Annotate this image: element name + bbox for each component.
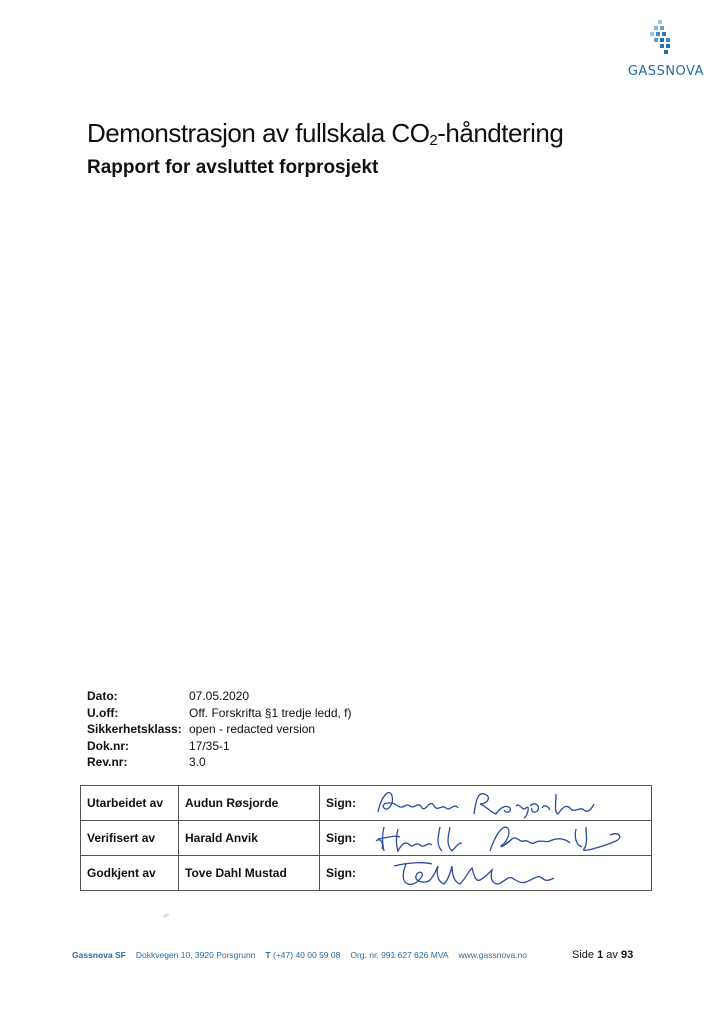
sign-label: Sign: <box>320 856 371 891</box>
page-number: Side 1 av 93 <box>572 949 634 961</box>
meta-label: Rev.nr: <box>87 755 128 769</box>
name-cell: Audun Røsjorde <box>179 786 320 821</box>
footer-address: Dokkvegen 10, 3920 Porsgrunn <box>135 950 256 960</box>
footer-org-number: Org. nr. 991 627 626 MVA <box>350 950 449 960</box>
role-cell: Verifisert av <box>81 821 179 856</box>
scan-speck <box>163 913 170 919</box>
gassnova-logo <box>612 18 704 80</box>
sign-label: Sign: <box>320 786 371 821</box>
page-footer <box>72 950 527 960</box>
name-cell: Tove Dahl Mustad <box>179 856 320 891</box>
signature-row-prepared <box>81 786 652 821</box>
meta-label: Sikkerhetsklass: <box>87 722 182 736</box>
footer-company: Gassnova SF <box>72 950 126 960</box>
footer-phone: (+47) 40 00 59 08 <box>273 950 341 960</box>
footer-phone-label: T <box>265 950 271 960</box>
handwritten-signature <box>370 856 652 891</box>
meta-row-doc-number <box>87 738 352 755</box>
meta-row-uoff <box>87 705 352 722</box>
meta-value: 17/35-1 <box>189 738 230 753</box>
name-cell: Harald Anvik <box>179 821 320 856</box>
role-cell: Utarbeidet av <box>81 786 179 821</box>
meta-label: U.off: <box>87 705 119 720</box>
signature-row-approved <box>81 856 652 891</box>
meta-label: Dato: <box>87 689 118 703</box>
document-metadata <box>87 688 352 771</box>
sign-label: Sign: <box>320 821 371 856</box>
signature-row-verified <box>81 821 652 856</box>
meta-row-date <box>87 688 352 705</box>
meta-value: open - redacted version <box>189 722 316 736</box>
meta-value: 07.05.2020 <box>189 689 250 703</box>
meta-label: Dok.nr: <box>87 738 129 753</box>
meta-row-security-class <box>87 721 352 738</box>
document-title: Demonstrasjon av fullskala $CO_2$-håndtering <box>87 118 564 149</box>
handwritten-signature <box>370 786 652 821</box>
meta-value: Off. Forskrifta §1 tredje ledd, f) <box>189 705 352 720</box>
document-subtitle: Rapport for avsluttet forprosjekt <box>87 157 379 178</box>
footer-website: www.gassnova.no <box>458 950 527 960</box>
meta-row-revision <box>87 754 352 771</box>
signature-table <box>80 785 652 891</box>
logo-text: GASSNOVA <box>627 64 704 79</box>
role-cell: Godkjent av <box>81 856 179 891</box>
gassnova-dots-icon <box>640 18 700 64</box>
meta-value: 3.0 <box>189 755 206 769</box>
handwritten-signature <box>370 821 652 856</box>
